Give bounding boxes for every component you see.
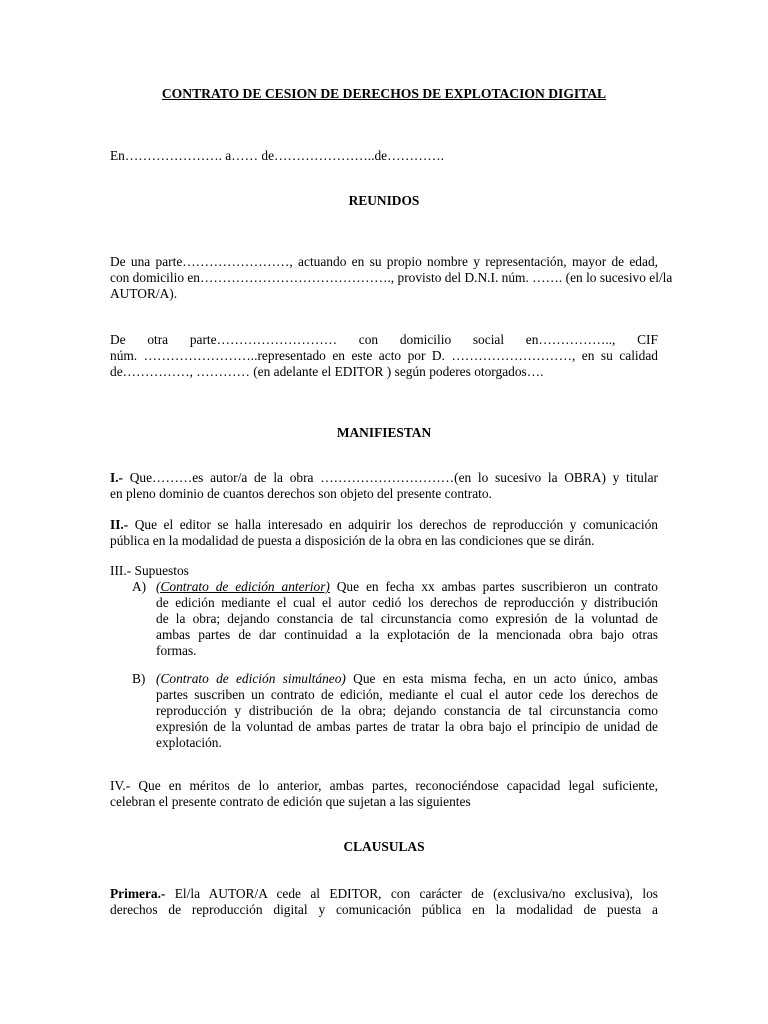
text-line <box>110 517 658 533</box>
text-line: formas. <box>156 643 197 658</box>
text-line: celebran el presente contrato de edición que sujetan a las siguientes <box>110 794 471 809</box>
manifiesta-i <box>110 470 658 502</box>
text-run: El/la AUTOR/A cede al EDITOR, con carácter de (exclusiva/no exclusiva), los <box>165 886 658 901</box>
supuesto-a <box>156 579 658 659</box>
word: domicilio <box>399 332 452 347</box>
text-run: Que en esta misma fecha, en un acto único, ambas <box>345 671 658 686</box>
text-run: Que………es autor/a de la obra …………………………(en lo sucesivo la OBRA) y titular <box>123 470 658 485</box>
text-line: de la obra; dejando constancia de tal circunstancia como expresión de la voluntad de <box>156 611 658 626</box>
word: CIF <box>637 332 658 347</box>
text-line: con domicilio en……………………………………., provisto del D.N.I. núm. ……. (en lo sucesivo el/la <box>110 270 673 285</box>
text-line <box>110 886 658 902</box>
word: social <box>472 332 505 347</box>
text-line: explotación. <box>156 735 222 750</box>
section-label: II.- <box>110 517 129 532</box>
word: en…………….., <box>525 332 616 347</box>
section-label: I.- <box>110 470 124 485</box>
reunidos-paragraph-1 <box>110 254 673 302</box>
word: otra <box>147 332 169 347</box>
text-line: expresión de la voluntad de ambas partes de tratar la obra bajo el principio de unidad de <box>156 719 658 734</box>
text-line <box>156 579 658 595</box>
heading-manifiestan: MANIFIESTAN <box>336 425 432 440</box>
text-run: Que en fecha xx ambas partes suscribieron un contrato <box>329 579 658 594</box>
italic-title: (Contrato de edición anterior) <box>156 579 330 594</box>
text-line <box>110 332 658 348</box>
manifiesta-ii <box>110 517 658 549</box>
heading-reunidos: REUNIDOS <box>348 193 420 208</box>
text-line: reproducción y distribución de la obra; dejando constancia de tal circunstancia como <box>156 703 658 718</box>
supuesto-b <box>156 671 658 751</box>
manifiesta-iv <box>110 778 658 810</box>
text-line: pública en la modalidad de puesta a disposición de la obra en las condiciones que se dirán. <box>110 533 595 548</box>
italic-title: (Contrato de edición simultáneo) <box>156 671 346 686</box>
text-line: de……………, ………… (en adelante el EDITOR ) según poderes otorgados…. <box>110 364 544 379</box>
clause-label: Primera.- <box>110 886 166 901</box>
manifiesta-iii-label: III.- Supuestos <box>110 563 189 578</box>
text-line: en pleno dominio de cuantos derechos son objeto del presente contrato. <box>110 486 492 501</box>
text-line: partes suscriben un contrato de edición, mediante el cual el autor cede los derechos de <box>156 687 658 702</box>
document-title-text: CONTRATO DE CESION DE DERECHOS DE EXPLOTACION DIGITAL <box>161 86 607 101</box>
text-line <box>110 470 658 486</box>
document-title <box>0 86 768 102</box>
text-line <box>156 671 658 687</box>
text-line: ambas partes de dar continuidad a la explotación de la mencionada obra bajo otras <box>156 627 658 642</box>
item-marker-a: A) <box>132 579 147 594</box>
text-line: De una parte……………………, actuando en su propio nombre y representación, mayor de edad, <box>110 254 658 269</box>
heading-clausulas: CLAUSULAS <box>343 839 425 854</box>
text-line: de edición mediante el cual el autor cedió los derechos de reproducción y distribución <box>156 595 658 610</box>
reunidos-paragraph-2 <box>110 332 658 380</box>
word: parte……………………… <box>189 332 338 347</box>
text-line: AUTOR/A). <box>110 286 178 301</box>
text-line: derechos de reproducción digital y comunicación pública en la modalidad de puesta a <box>110 902 658 917</box>
item-marker-b: B) <box>132 671 146 686</box>
word: con <box>358 332 379 347</box>
word: De <box>110 332 126 347</box>
text-run: Que el editor se halla interesado en adquirir los derechos de reproducción y comunicación <box>128 517 658 532</box>
place-date-line: En…………………. a…… de…………………..de…………. <box>110 148 444 163</box>
clausula-primera <box>110 886 658 918</box>
text-line: núm. ……………………..representado en este acto por D. ………………………, en su calidad <box>110 348 658 363</box>
text-line: IV.- Que en méritos de lo anterior, ambas partes, reconociéndose capacidad legal suficiente, <box>110 778 658 793</box>
